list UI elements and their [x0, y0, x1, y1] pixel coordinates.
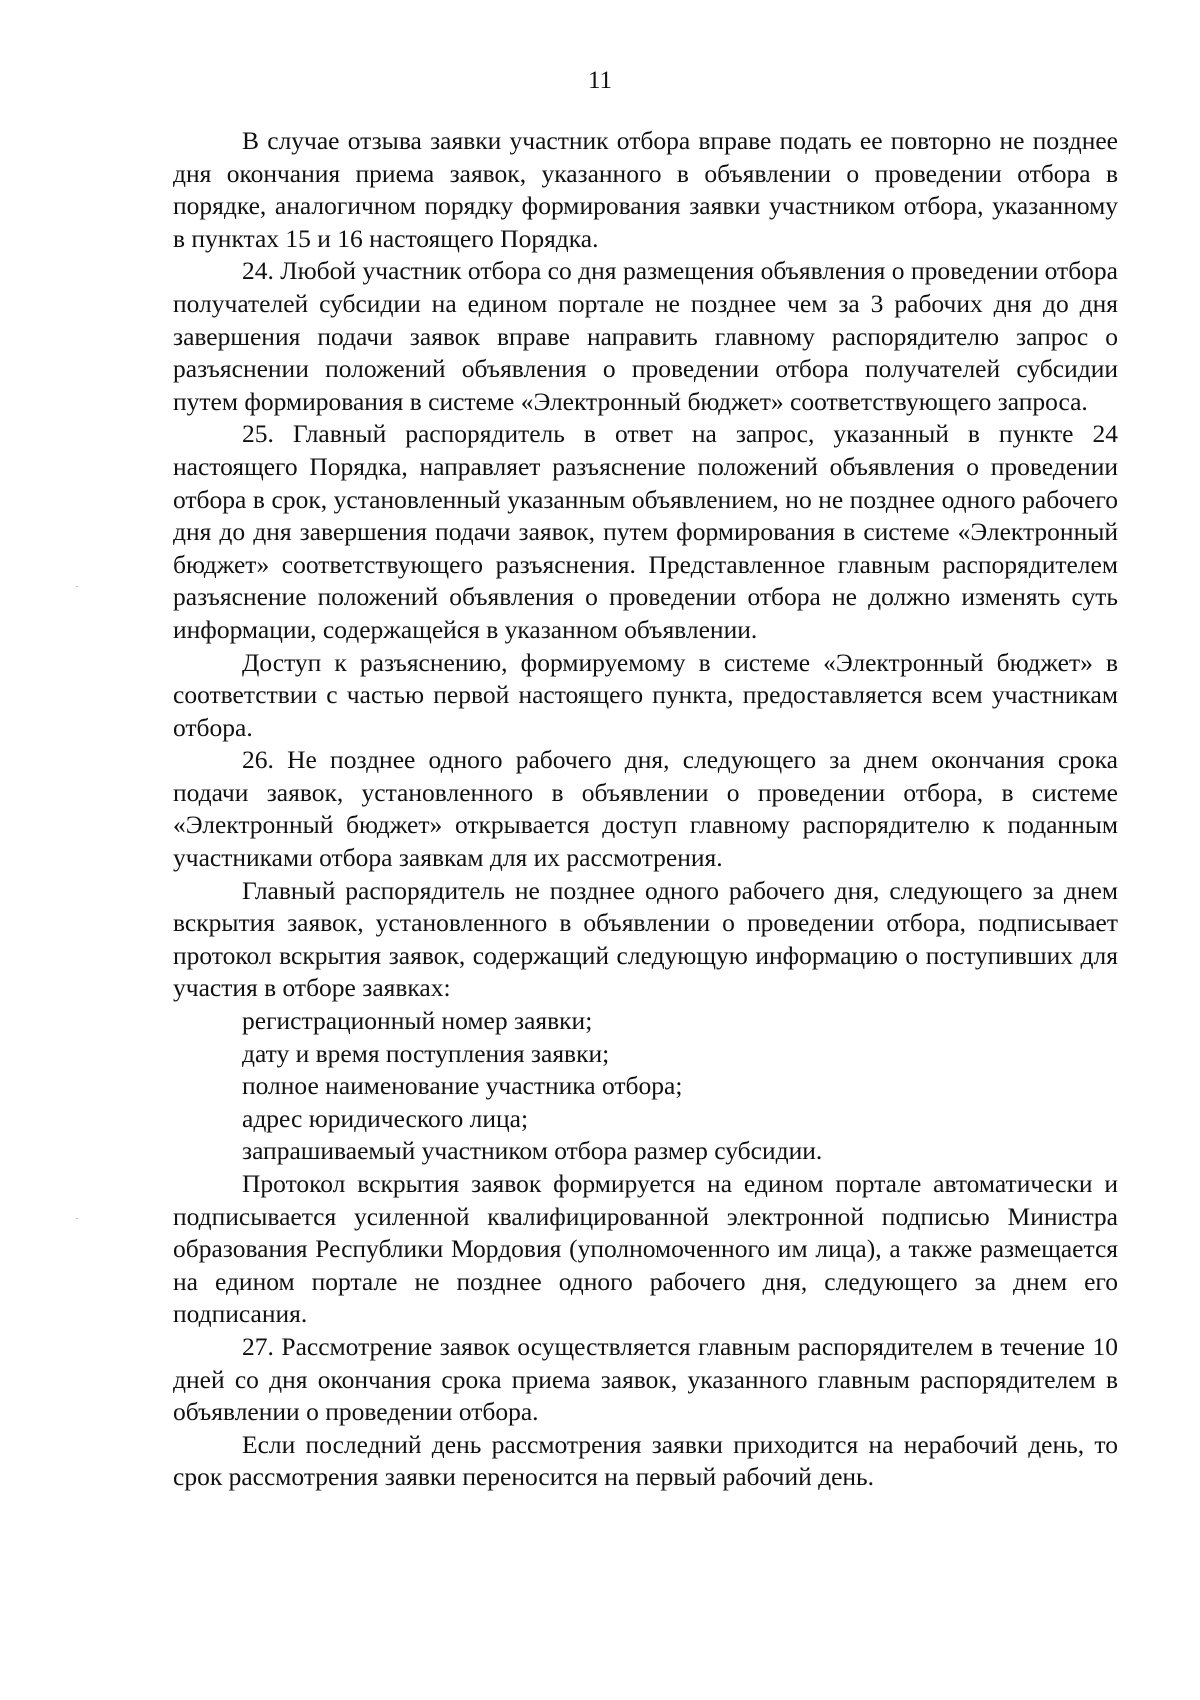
- paragraph-clause-25: 25. Главный распорядитель в ответ на запрос, указанный в пункте 24 настоящего Порядка, направляет разъяснение положений объявления о проведении отбора в срок, установленный указанным объявлением, но не позднее одного рабочего дня до дня завершения подачи заявок, путем формирования в системе «Электронный бюджет» соответствующего разъяснения. Представленное главным распорядителем разъяснение положений объявления о проведении отбора не должно изменять суть информации, содержащейся в указанном объявлении.: [173, 419, 1118, 644]
- paragraph-protocol-signing: Протокол вскрытия заявок формируется на едином портале автоматически и подписывается усиленной квалифицированной электронной подписью Министра образования Республики Мордовия (уполномоченного им лица), а также размещается на едином портале не позднее одного рабочего дня, следующего за днем его подписания.: [173, 1169, 1118, 1329]
- paragraph-opening-protocol: Главный распорядитель не позднее одного рабочего дня, следующего за днем вскрытия заявок, установленного в объявлении о проведении отбора, подписывает протокол вскрытия заявок, содержащий следующую информацию о поступивших для участия в отборе заявках:: [173, 875, 1118, 1003]
- page-number: 11: [587, 67, 613, 94]
- document-body: [173, 125, 1118, 1494]
- scan-mark: [76, 1218, 78, 1219]
- paragraph-clarification-access: Доступ к разъяснению, формируемому в системе «Электронный бюджет» в соответствии с частью первой настоящего пункта, предоставляется всем участникам отбора.: [173, 647, 1118, 742]
- list-item: адрес юридического лица;: [242, 1103, 529, 1133]
- paragraph-clause-24: 24. Любой участник отбора со дня размещения объявления о проведении отбора получателей субсидии на едином портале не позднее чем за 3 рабочих дня до дня завершения подачи заявок вправе направить главному распорядителю запрос о разъяснении положений объявления о проведении отбора получателей субсидии путем формирования в системе «Электронный бюджет» соответствующего запроса.: [173, 256, 1118, 416]
- paragraph-withdrawal: В случае отзыва заявки участник отбора вправе подать ее повторно не позднее дня окончания приема заявок, указанного в объявлении о проведении отбора в порядке, аналогичном порядку формирования заявки участником отбора, указанному в пунктах 15 и 16 настоящего Порядка.: [173, 126, 1118, 253]
- list-item: регистрационный номер заявки;: [242, 1006, 593, 1036]
- scan-mark: [76, 586, 78, 587]
- paragraph-nonworking-day: Если последний день рассмотрения заявки приходится на нерабочий день, то срок рассмотрения заявки переносится на первый рабочий день.: [173, 1429, 1118, 1492]
- list-item: дату и время поступления заявки;: [242, 1038, 610, 1068]
- list-item: запрашиваемый участником отбора размер субсидии.: [242, 1136, 823, 1166]
- paragraph-clause-26: 26. Не позднее одного рабочего дня, следующего за днем окончания срока подачи заявок, установленного в объявлении о проведении отбора, в системе «Электронный бюджет» открывается доступ главному распорядителю к поданным участниками отбора заявкам для их рассмотрения.: [173, 745, 1118, 873]
- list-item: полное наименование участника отбора;: [242, 1071, 683, 1101]
- paragraph-clause-27: 27. Рассмотрение заявок осуществляется главным распорядителем в течение 10 дней со дня окончания срока приема заявок, указанного главным распорядителем в объявлении о проведении отбора.: [173, 1331, 1118, 1427]
